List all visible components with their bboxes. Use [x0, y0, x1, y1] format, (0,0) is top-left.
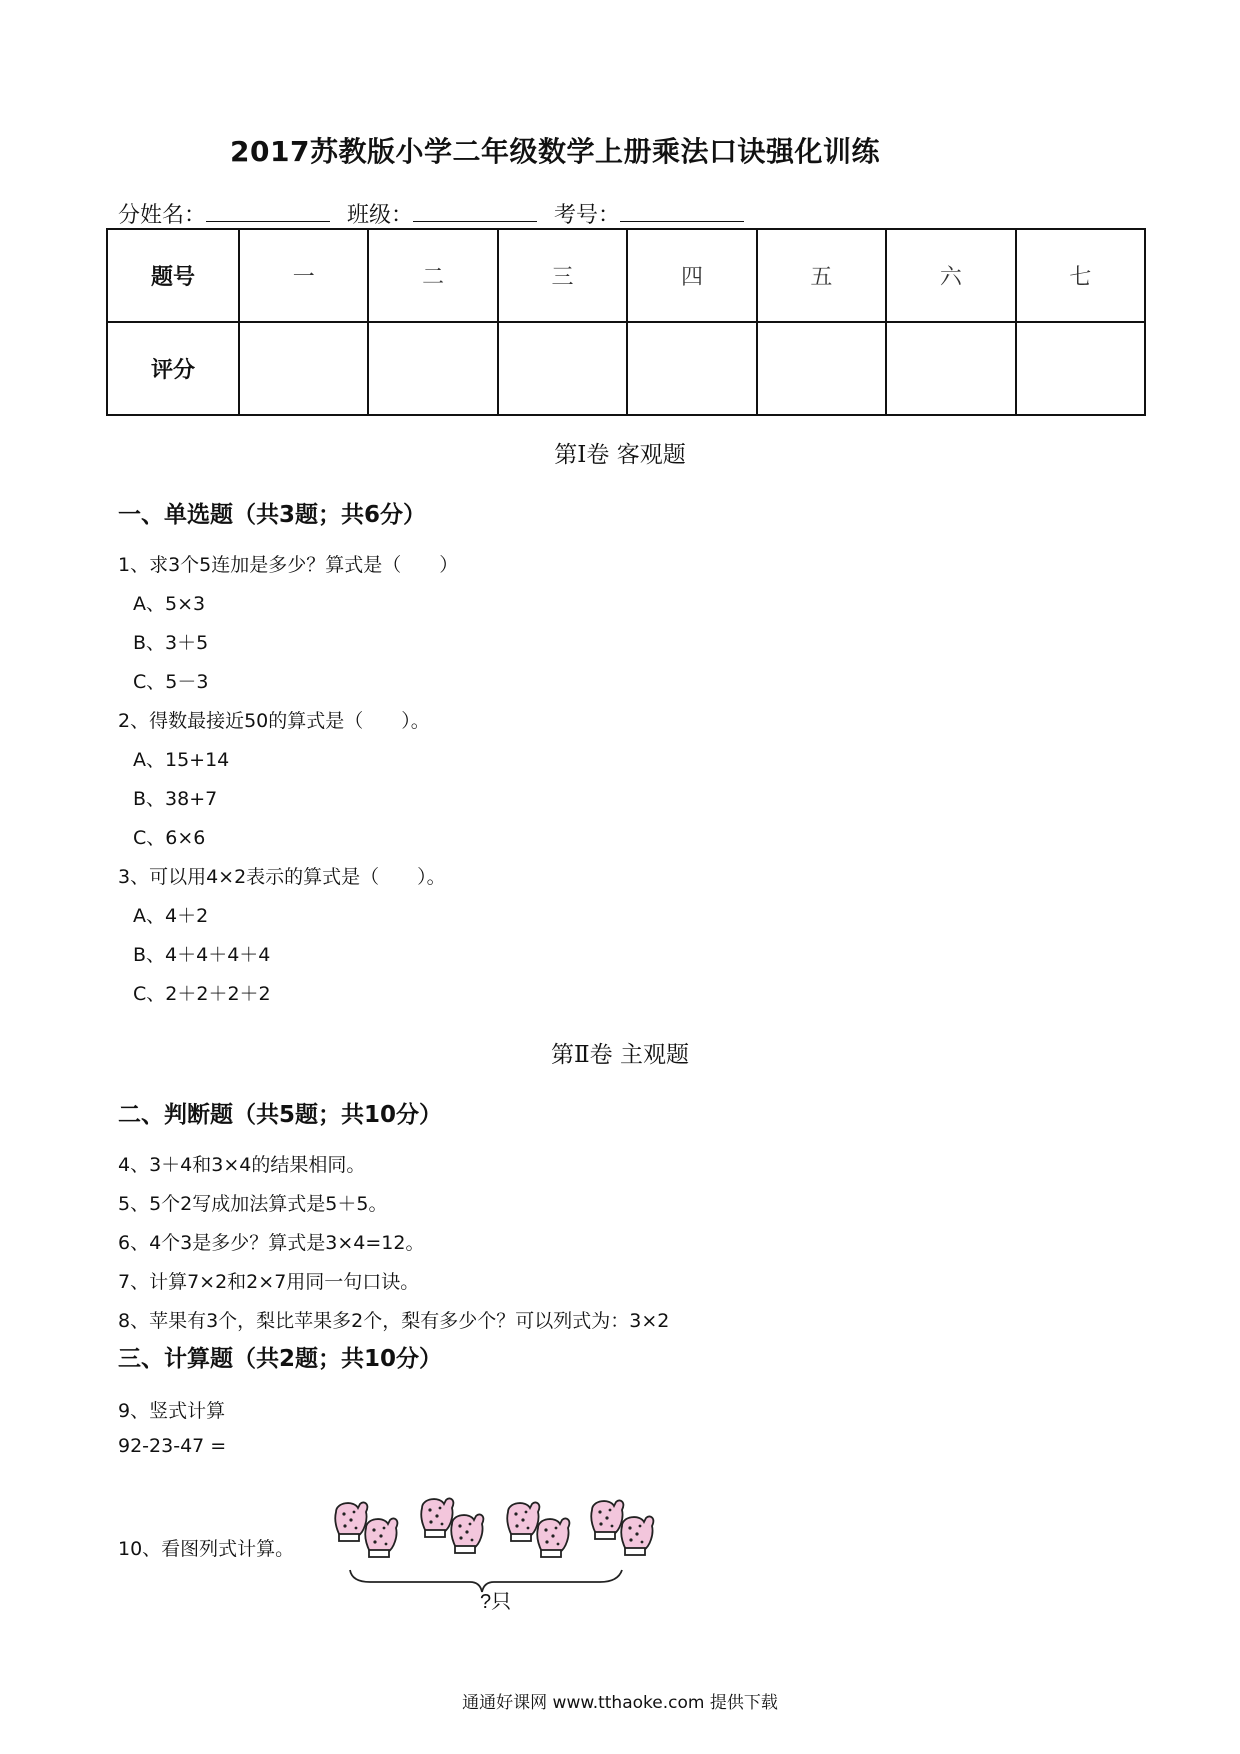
question-8: 8、苹果有3个，梨比苹果多2个，梨有多少个？可以列式为：3×2: [118, 1310, 670, 1332]
mittens-figure: [330, 1490, 710, 1610]
q1-option-a: A、5×3: [133, 593, 206, 615]
question-4: 4、3＋4和3×4的结果相同。: [118, 1154, 366, 1176]
section3-title: 三、计算题（共2题；共10分）: [118, 1346, 443, 1372]
page-title: 2017苏教版小学二年级数学上册乘法口诀强化训练: [230, 135, 880, 168]
column-4: 四: [627, 229, 756, 322]
class-blank[interactable]: [413, 201, 537, 222]
score-table: [106, 228, 1146, 416]
column-5: 五: [757, 229, 886, 322]
score-header: 评分: [107, 322, 239, 415]
question-10: 10、看图列式计算。: [118, 1538, 295, 1560]
figure-label: ?只: [480, 1591, 512, 1610]
mittens-illustration: [330, 1490, 710, 1610]
page-footer: 通通好课网 www.tthaoke.com 提供下载: [462, 1693, 778, 1713]
score-cell[interactable]: [498, 322, 627, 415]
question-no-header: 题号: [107, 229, 239, 322]
q3-option-b: B、4＋4＋4＋4: [133, 944, 271, 966]
mitten-pair-1-icon: [335, 1502, 397, 1557]
question-6: 6、4个3是多少？算式是3×4=12。: [118, 1232, 425, 1254]
q1-option-b: B、3＋5: [133, 632, 209, 654]
score-cell[interactable]: [627, 322, 756, 415]
exam-no-blank[interactable]: [620, 201, 744, 222]
question-9-expression: 92-23-47 =: [118, 1435, 227, 1457]
q2-option-b: B、38+7: [133, 788, 218, 810]
score-cell[interactable]: [757, 322, 886, 415]
question-5: 5、5个2写成加法算式是5＋5。: [118, 1193, 388, 1215]
part2-title: 第Ⅱ卷 主观题: [551, 1042, 689, 1068]
mitten-pair-3-icon: [507, 1502, 569, 1557]
score-table-score-row: [107, 322, 1145, 415]
question-7: 7、计算7×2和2×7用同一句口诀。: [118, 1271, 420, 1293]
mitten-pair-4-icon: [591, 1500, 653, 1555]
q2-option-c: C、6×6: [133, 827, 206, 849]
column-6: 六: [886, 229, 1015, 322]
column-2: 二: [368, 229, 497, 322]
class-label: 班级：: [347, 203, 414, 228]
score-cell[interactable]: [239, 322, 368, 415]
mitten-pair-2-icon: [421, 1498, 483, 1553]
column-7: 七: [1016, 229, 1145, 322]
column-3: 三: [498, 229, 627, 322]
brace-icon: [350, 1570, 622, 1592]
section1-title: 一、单选题（共3题；共6分）: [118, 502, 427, 528]
question-3: 3、可以用4×2表示的算式是（ ）。: [118, 866, 446, 888]
q1-option-c: C、5－3: [133, 671, 209, 693]
score-cell[interactable]: [886, 322, 1015, 415]
question-2: 2、得数最接近50的算式是（ ）。: [118, 710, 430, 732]
score-cell[interactable]: [1016, 322, 1145, 415]
exam-no-label: 考号：: [554, 203, 621, 228]
q2-option-a: A、15+14: [133, 749, 230, 771]
score-table-header-row: [107, 229, 1145, 322]
section2-title: 二、判断题（共5题；共10分）: [118, 1102, 443, 1128]
column-1: 一: [239, 229, 368, 322]
name-blank[interactable]: [206, 201, 330, 222]
question-9: 9、竖式计算: [118, 1400, 226, 1422]
question-1: 1、求3个5连加是多少？算式是（ ）: [118, 554, 459, 576]
q3-option-c: C、2＋2＋2＋2: [133, 983, 271, 1005]
score-cell[interactable]: [368, 322, 497, 415]
name-label: 分姓名：: [118, 203, 207, 228]
part1-title: 第Ⅰ卷 客观题: [554, 442, 686, 468]
q3-option-a: A、4＋2: [133, 905, 209, 927]
student-info-line: [118, 198, 744, 229]
